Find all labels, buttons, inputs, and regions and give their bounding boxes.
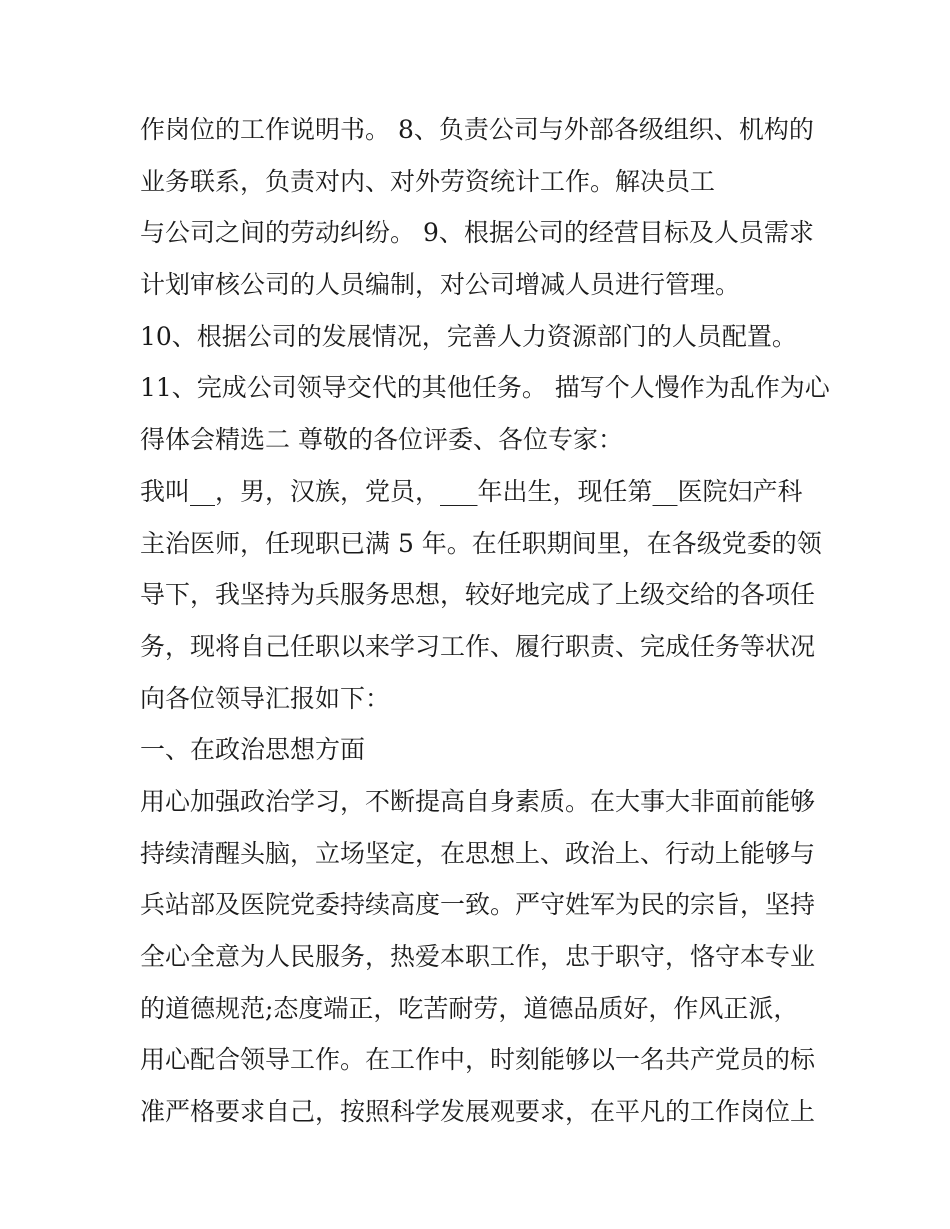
text-line: 作岗位的工作说明书。 8、负责公司与外部各级组织、机构的 — [140, 115, 814, 144]
text-line: 我叫__，男，汉族，党员，___年出生，现任第__医院妇产科 — [140, 476, 803, 506]
text-line: 持续清醒头脑，立场坚定，在思想上、政治上、行动上能够与 — [140, 838, 816, 868]
document-body — [140, 104, 830, 1138]
section-heading: 一、在政治思想方面 — [140, 735, 366, 765]
text-line: 向各位领导汇报如下： — [140, 683, 391, 713]
text-line: 务，现将自己任职以来学习工作、履行职责、完成任务等状况 — [140, 631, 816, 661]
text-line: 10、根据公司的发展情况，完善人力资源部门的人员配置。 — [140, 321, 797, 351]
text-line: 11、完成公司领导交代的其他任务。 描写个人慢作为乱作为心 — [140, 373, 830, 403]
text-line: 得体会精选二 尊敬的各位评委、各位专家： — [140, 425, 623, 455]
text-line: 计划审核公司的人员编制，对公司增减人员进行管理。 — [140, 270, 741, 300]
text-line: 兵站部及医院党委持续高度一致。严守姓军为民的宗旨，坚持 — [140, 890, 816, 920]
text-line: 用心配合领导工作。在工作中，时刻能够以一名共产党员的标 — [140, 1045, 816, 1075]
text-line: 的道德规范;态度端正，吃苦耐劳，道德品质好，作风正派， — [140, 993, 799, 1023]
text-line: 用心加强政治学习，不断提高自身素质。在大事大非面前能够 — [140, 786, 816, 816]
text-line: 主治医师，任现职已满 5 年。在任职期间里，在各级党委的领 — [140, 528, 822, 558]
text-line: 业务联系，负责对内、对外劳资统计工作。解决员工 — [140, 166, 716, 196]
text-line: 全心全意为人民服务，热爱本职工作，忠于职守，恪守本专业 — [140, 942, 816, 971]
text-line: 导下，我坚持为兵服务思想，较好地完成了上级交给的各项任 — [140, 580, 816, 610]
text-line: 与公司之间的劳动纠纷。 9、根据公司的经营目标及人员需求 — [140, 218, 814, 248]
text-line: 准严格要求自己，按照科学发展观要求，在平凡的工作岗位上 — [140, 1097, 816, 1127]
